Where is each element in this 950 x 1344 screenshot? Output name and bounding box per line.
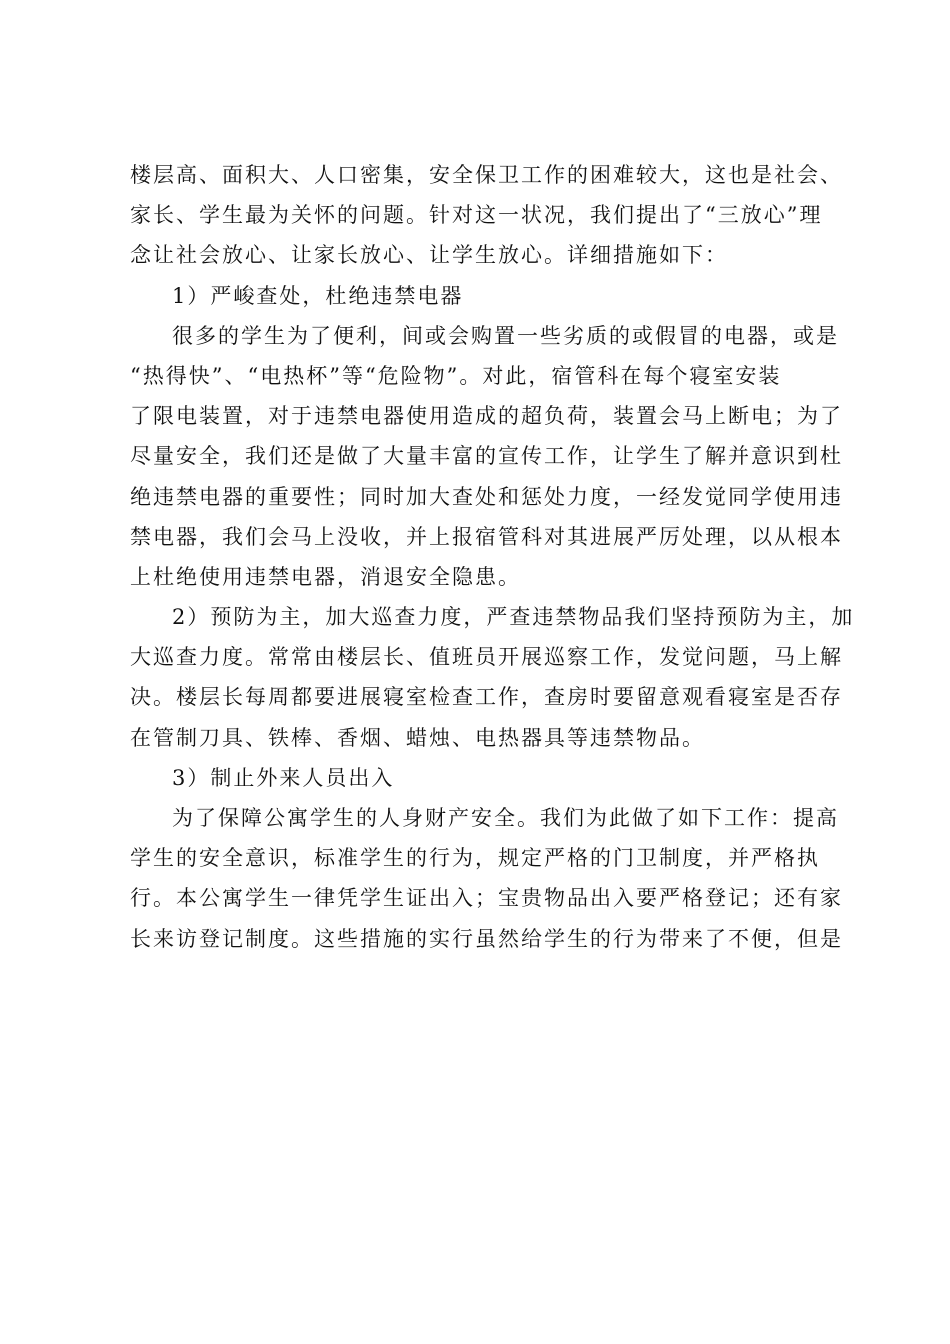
text-line: 行。本公寓学生一律凭学生证出入；宝贵物品出入要严格登记；还有家 [130, 886, 843, 911]
text-line: 学生的安全意识，标准学生的行为，规定严格的门卫制度，并严格执 [130, 846, 820, 871]
text-line: 绝违禁电器的重要性；同时加大查处和惩处力度，一经发觉同学使用违 [130, 484, 843, 509]
text-line: 长来访登记制度。这些措施的实行虽然给学生的行为带来了不便，但是 [130, 926, 843, 951]
text-line: 很多的学生为了便利，间或会购置一些劣质的或假冒的电器，或是 [172, 323, 839, 348]
text-line: 家长、学生最为关怀的问题。针对这一状况，我们提出了“三放心”理 [130, 203, 823, 228]
text-line: 1）严峻查处，杜绝违禁电器 [172, 283, 464, 308]
text-line: 2）预防为主，加大巡查力度，严查违禁物品我们坚持预防为主，加 [172, 605, 855, 630]
text-line: 尽量安全，我们还是做了大量丰富的宣传工作，让学生了解并意识到杜 [130, 444, 843, 469]
document-body [130, 155, 855, 959]
text-line: 楼层高、面积大、人口密集，安全保卫工作的困难较大，这也是社会、 [130, 163, 843, 187]
text-line: 念让社会放心、让家长放心、让学生放心。详细措施如下： [130, 243, 728, 268]
text-line: 为了保障公寓学生的人身财产安全。我们为此做了如下工作：提高 [172, 806, 839, 830]
text-line: 在管制刀具、铁棒、香烟、蜡烛、电热器具等违禁物品。 [130, 725, 705, 750]
text-line: 决。楼层长每周都要进展寝室检查工作，查房时要留意观看寝室是否存 [130, 685, 843, 710]
text-line: 上杜绝使用违禁电器，消退安全隐患。 [130, 564, 521, 589]
text-line: 3）制止外来人员出入 [172, 765, 395, 790]
text-line: 禁电器，我们会马上没收，并上报宿管科对其进展严厉处理，以从根本 [130, 524, 843, 549]
text-line: 了限电装置，对于违禁电器使用造成的超负荷，装置会马上断电；为了 [130, 404, 843, 429]
text-line: 大巡查力度。常常由楼层长、值班员开展巡察工作，发觉问题，马上解 [130, 645, 843, 670]
text-line: “热得快”、“电热杯”等“危险物”。对此，宿管科在每个寝室安装 [130, 363, 782, 388]
